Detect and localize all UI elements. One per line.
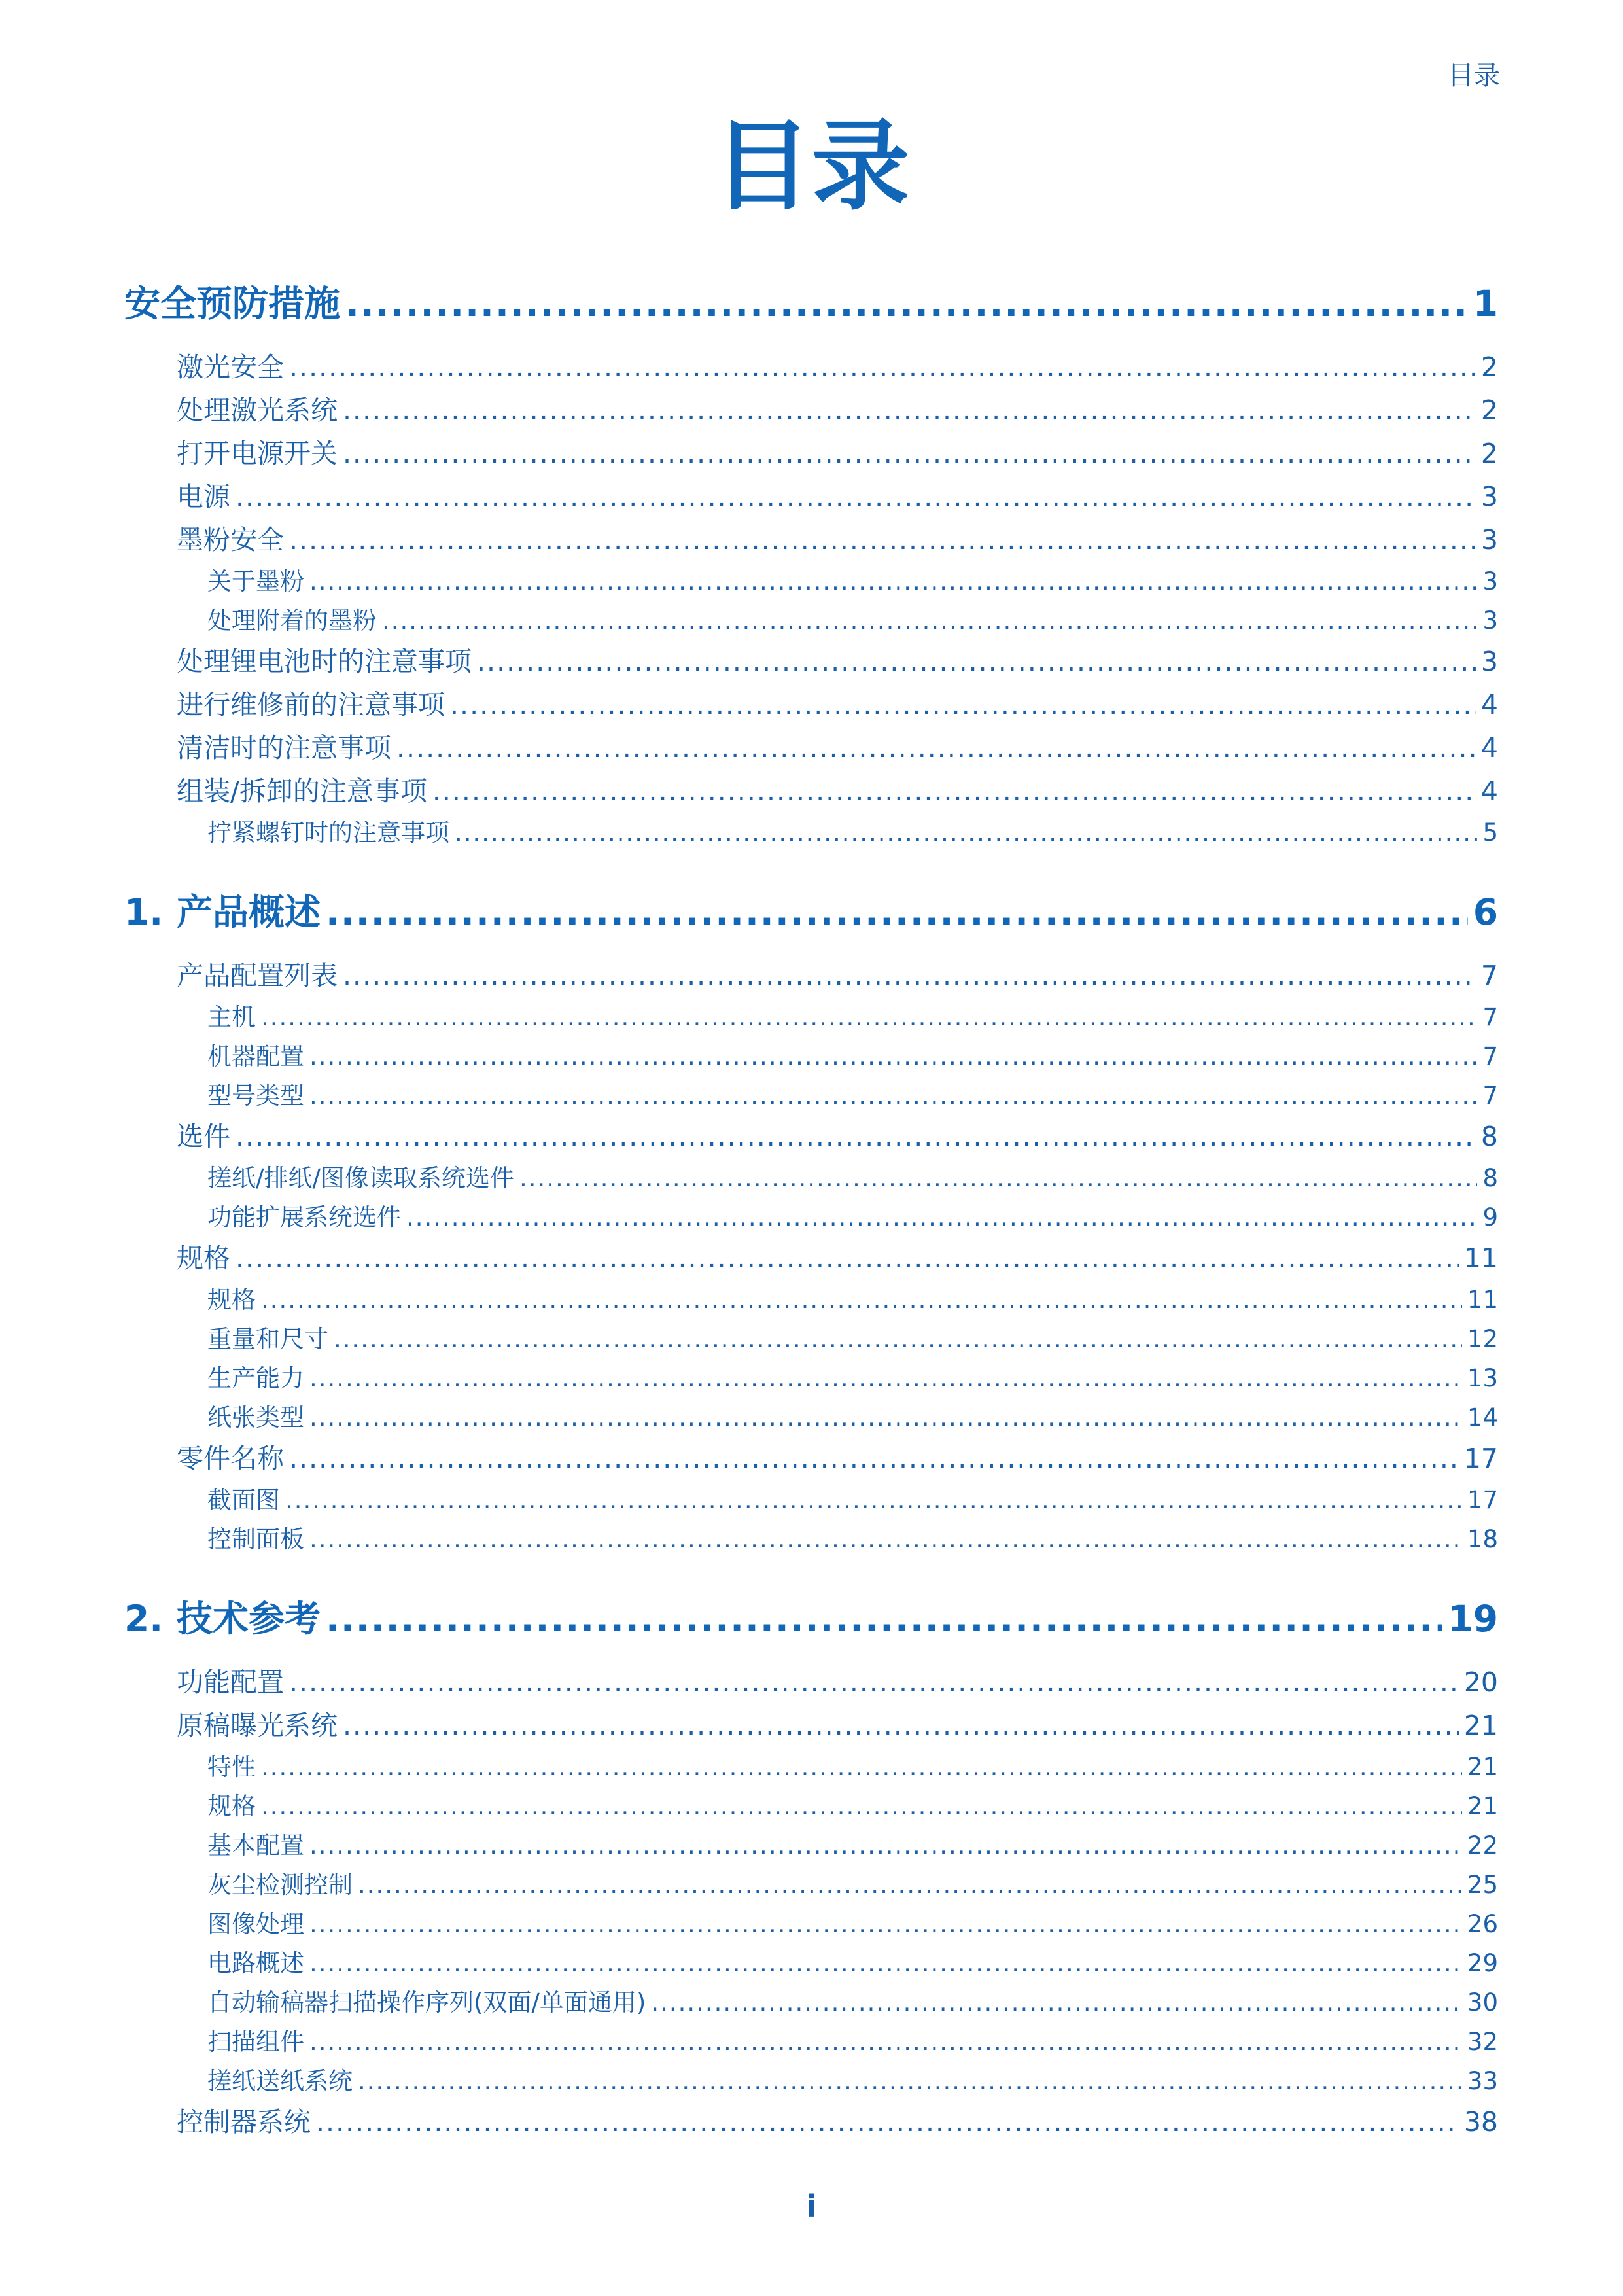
dot-leader	[309, 1831, 1462, 1860]
dot-leader	[519, 1164, 1478, 1192]
dot-leader	[326, 1598, 1442, 1640]
toc-entry-text: 产品概述	[177, 891, 321, 933]
toc-entry-text: 主机	[207, 1003, 256, 1031]
toc-entry-text: 特性	[207, 1753, 256, 1781]
toc-entry-text: 控制器系统	[177, 2106, 311, 2138]
toc-page-number: 3	[1480, 646, 1498, 677]
toc-entry-title	[177, 954, 338, 993]
toc-entry-level-3[interactable]	[124, 2061, 1498, 2100]
toc-entry-text: 组装/拆卸的注意事项	[177, 775, 427, 807]
toc-entry-title	[207, 2061, 353, 2096]
toc-page-number: 33	[1467, 2067, 1498, 2095]
dot-leader	[236, 481, 1476, 512]
toc-page-number: 5	[1482, 819, 1498, 847]
toc-entry-level-1[interactable]	[124, 275, 1498, 340]
toc-entry-text: 规格	[177, 1243, 230, 1274]
toc-entry-level-2[interactable]	[124, 1704, 1498, 1747]
toc-entry-title	[177, 726, 391, 765]
dot-leader	[343, 395, 1476, 426]
toc-entry-level-3[interactable]	[124, 1076, 1498, 1115]
toc-entry-level-2[interactable]	[124, 769, 1498, 813]
toc-entry-text: 电路概述	[207, 1949, 304, 1977]
toc-entry-text: 激光安全	[177, 351, 284, 383]
toc-page-number: 38	[1463, 2106, 1498, 2138]
toc-entry-title	[124, 883, 321, 935]
chapter-number: 2.	[124, 1598, 164, 1640]
toc-entry-level-2[interactable]	[124, 475, 1498, 518]
toc-entry-level-3[interactable]	[124, 561, 1498, 601]
toc-entry-level-3[interactable]	[124, 1480, 1498, 1519]
toc-page-number: 9	[1482, 1203, 1498, 1231]
dot-leader	[289, 1443, 1459, 1474]
toc-entry-title	[207, 813, 449, 848]
toc-entry-level-3[interactable]	[124, 1197, 1498, 1237]
toc-entry-level-3[interactable]	[124, 1865, 1498, 1904]
dot-leader	[450, 689, 1476, 720]
dot-leader	[345, 283, 1468, 325]
toc-entry-title	[177, 683, 445, 722]
toc-entry-text: 打开电源开关	[177, 438, 338, 469]
toc-entry-title	[207, 1398, 304, 1433]
toc-entry-title	[207, 1983, 646, 2018]
toc-entry-level-2[interactable]	[124, 954, 1498, 997]
toc-entry-text: 关于墨粉	[207, 567, 304, 595]
table-of-contents	[124, 275, 1498, 2144]
toc-entry-title	[207, 1280, 256, 1315]
toc-entry-title	[207, 1904, 304, 1939]
toc-page-number: 17	[1463, 1443, 1498, 1474]
dot-leader	[309, 1910, 1462, 1938]
toc-entry-title	[207, 1158, 514, 1193]
toc-entry-level-3[interactable]	[124, 1519, 1498, 1559]
toc-page-number: 8	[1480, 1121, 1498, 1152]
dot-leader	[326, 891, 1468, 933]
toc-entry-title	[177, 1704, 338, 1742]
toc-entry-level-3[interactable]	[124, 1358, 1498, 1398]
toc-entry-text: 灰尘检测控制	[207, 1871, 353, 1899]
dot-leader	[334, 1325, 1462, 1353]
toc-entry-title	[207, 1786, 256, 1822]
toc-entry-text: 搓纸送纸系统	[207, 2067, 353, 2095]
toc-entry-level-3[interactable]	[124, 1036, 1498, 1076]
toc-entry-level-3[interactable]	[124, 1280, 1498, 1319]
toc-entry-level-3[interactable]	[124, 997, 1498, 1036]
toc-entry-title	[177, 769, 427, 808]
dot-leader	[309, 2028, 1462, 2056]
dot-leader	[382, 607, 1477, 635]
toc-page-number: 4	[1480, 732, 1498, 764]
toc-entry-text: 基本配置	[207, 1831, 304, 1860]
toc-entry-title	[207, 1036, 304, 1072]
toc-page-number: 7	[1482, 1082, 1498, 1110]
toc-entry-text: 进行维修前的注意事项	[177, 689, 445, 720]
dot-leader	[236, 1121, 1476, 1152]
dot-leader	[261, 1286, 1462, 1314]
toc-entry-level-1[interactable]	[124, 1590, 1498, 1655]
dot-leader	[358, 1871, 1462, 1899]
toc-entry-level-2[interactable]	[124, 345, 1498, 389]
toc-page-number: 3	[1480, 481, 1498, 512]
dot-leader	[309, 1364, 1462, 1392]
toc-entry-text: 机器配置	[207, 1042, 304, 1070]
dot-leader	[651, 1988, 1462, 2017]
toc-entry-text: 控制面板	[207, 1525, 304, 1553]
toc-entry-level-2[interactable]	[124, 2100, 1498, 2144]
dot-leader	[396, 732, 1476, 764]
toc-entry-title	[207, 1358, 304, 1394]
toc-entry-level-3[interactable]	[124, 1826, 1498, 1865]
toc-entry-text: 处理锂电池时的注意事项	[177, 646, 472, 677]
toc-entry-title	[177, 345, 284, 384]
toc-entry-text: 扫描组件	[207, 2028, 304, 2056]
toc-page-number: 18	[1467, 1525, 1498, 1553]
toc-page-number: 4	[1480, 775, 1498, 807]
toc-page-number: 6	[1473, 891, 1498, 933]
toc-page-number: 8	[1482, 1164, 1498, 1192]
dot-leader	[261, 1003, 1477, 1031]
dot-leader	[477, 646, 1476, 677]
toc-entry-title	[207, 1519, 304, 1555]
toc-entry-text: 清洁时的注意事项	[177, 732, 391, 764]
toc-entry-level-3[interactable]	[124, 1943, 1498, 1983]
dot-leader	[285, 1486, 1462, 1514]
toc-entry-text: 截面图	[207, 1486, 280, 1514]
toc-entry-title	[207, 2022, 304, 2057]
toc-entry-level-2[interactable]	[124, 1115, 1498, 1158]
toc-entry-text: 型号类型	[207, 1082, 304, 1110]
dot-leader	[309, 1949, 1462, 1977]
toc-entry-level-2[interactable]	[124, 1437, 1498, 1480]
toc-entry-text: 零件名称	[177, 1443, 284, 1474]
toc-page-number: 17	[1467, 1486, 1498, 1514]
toc-page-number: 4	[1480, 689, 1498, 720]
toc-page-number: 3	[1482, 607, 1498, 635]
toc-page-number: 7	[1480, 960, 1498, 991]
toc-page-number: 1	[1473, 283, 1498, 325]
toc-entry-level-2[interactable]	[124, 683, 1498, 726]
toc-entry-title	[177, 2100, 311, 2139]
toc-page-number: 11	[1463, 1243, 1498, 1274]
toc-entry-text: 纸张类型	[207, 1404, 304, 1432]
toc-entry-text: 自动输稿器扫描操作序列(双面/单面通用)	[207, 1988, 646, 2017]
dot-leader	[309, 1404, 1462, 1432]
toc-entry-title	[207, 1319, 328, 1354]
dot-leader	[358, 2067, 1462, 2095]
toc-entry-title	[207, 1943, 304, 1979]
toc-page-number: 14	[1467, 1404, 1498, 1432]
toc-entry-title	[177, 1237, 230, 1275]
dot-leader	[261, 1753, 1462, 1781]
toc-entry-text: 规格	[207, 1792, 256, 1820]
toc-entry-text: 生产能力	[207, 1364, 304, 1392]
toc-entry-level-2[interactable]	[124, 432, 1498, 475]
toc-entry-title	[177, 640, 472, 679]
dot-leader	[309, 1082, 1477, 1110]
toc-page-number: 2	[1480, 438, 1498, 469]
dot-leader	[236, 1243, 1459, 1274]
dot-leader	[289, 351, 1476, 383]
dot-leader	[432, 775, 1476, 807]
toc-page-number: 26	[1467, 1910, 1498, 1938]
toc-page-number: 21	[1467, 1753, 1498, 1781]
toc-entry-title	[207, 1197, 401, 1233]
dot-leader	[316, 2106, 1459, 2138]
toc-page-number: 2	[1480, 395, 1498, 426]
dot-leader	[309, 1525, 1462, 1553]
toc-entry-text: 功能扩展系统选件	[207, 1203, 401, 1231]
toc-entry-text: 选件	[177, 1121, 230, 1152]
toc-page-number: 3	[1482, 567, 1498, 595]
toc-entry-text: 电源	[177, 481, 230, 512]
toc-entry-text: 规格	[207, 1286, 256, 1314]
toc-entry-text: 技术参考	[177, 1598, 321, 1640]
toc-entry-level-3[interactable]	[124, 1786, 1498, 1826]
toc-entry-level-3[interactable]	[124, 601, 1498, 640]
toc-entry-text: 墨粉安全	[177, 524, 284, 556]
toc-entry-text: 安全预防措施	[124, 283, 341, 325]
toc-entry-level-3[interactable]	[124, 2022, 1498, 2061]
toc-entry-level-3[interactable]	[124, 1319, 1498, 1358]
toc-entry-level-3[interactable]	[124, 1158, 1498, 1197]
dot-leader	[309, 567, 1477, 595]
toc-page-number: 19	[1448, 1598, 1498, 1640]
toc-entry-level-3[interactable]	[124, 1747, 1498, 1786]
toc-entry-title	[207, 1480, 280, 1515]
toc-entry-title	[177, 389, 338, 427]
toc-page-number: 11	[1467, 1286, 1498, 1314]
toc-page-number: 25	[1467, 1871, 1498, 1899]
toc-entry-title	[124, 1590, 321, 1642]
toc-entry-text: 原稿曝光系统	[177, 1710, 338, 1741]
toc-entry-title	[177, 518, 284, 557]
toc-entry-title	[207, 1826, 304, 1861]
toc-page-number: 20	[1463, 1667, 1498, 1698]
page-title: 目录	[713, 110, 910, 224]
dot-leader	[343, 960, 1476, 991]
page-number: i	[806, 2189, 817, 2224]
toc-entry-text: 产品配置列表	[177, 960, 338, 991]
dot-leader	[343, 438, 1476, 469]
toc-entry-level-2[interactable]	[124, 640, 1498, 683]
toc-page-number: 2	[1480, 351, 1498, 383]
toc-entry-title	[177, 475, 230, 514]
dot-leader	[455, 819, 1477, 847]
toc-entry-text: 功能配置	[177, 1667, 284, 1698]
toc-entry-text: 处理激光系统	[177, 395, 338, 426]
toc-page-number: 12	[1467, 1325, 1498, 1353]
toc-entry-text: 图像处理	[207, 1910, 304, 1938]
toc-entry-title	[177, 1661, 284, 1699]
toc-page-number: 13	[1467, 1364, 1498, 1392]
chapter-number: 1.	[124, 891, 164, 933]
toc-entry-title	[177, 432, 338, 470]
toc-page-number: 30	[1467, 1988, 1498, 2017]
toc-page-number: 32	[1467, 2028, 1498, 2056]
toc-entry-text: 拧紧螺钉时的注意事项	[207, 819, 449, 847]
toc-entry-level-2[interactable]	[124, 726, 1498, 769]
toc-entry-level-2[interactable]	[124, 518, 1498, 561]
toc-page-number: 29	[1467, 1949, 1498, 1977]
toc-entry-level-1[interactable]	[124, 883, 1498, 949]
toc-page-number: 7	[1482, 1042, 1498, 1070]
running-header: 目录	[1448, 61, 1500, 91]
dot-leader	[309, 1042, 1477, 1070]
toc-page-number: 7	[1482, 1003, 1498, 1031]
toc-entry-title	[207, 561, 304, 597]
dot-leader	[289, 1667, 1459, 1698]
toc-entry-level-3[interactable]	[124, 1983, 1498, 2022]
toc-entry-level-2[interactable]	[124, 1661, 1498, 1704]
toc-entry-text: 重量和尺寸	[207, 1325, 328, 1353]
toc-entry-text: 搓纸/排纸/图像读取系统选件	[207, 1164, 514, 1192]
toc-entry-title	[177, 1437, 284, 1475]
toc-entry-level-3[interactable]	[124, 1904, 1498, 1943]
toc-entry-level-3[interactable]	[124, 1398, 1498, 1437]
toc-entry-level-3[interactable]	[124, 813, 1498, 852]
toc-entry-title	[207, 1076, 304, 1111]
toc-entry-text: 处理附着的墨粉	[207, 607, 377, 635]
toc-page-number: 22	[1467, 1831, 1498, 1860]
toc-page-number: 21	[1463, 1710, 1498, 1741]
toc-page-number: 21	[1467, 1792, 1498, 1820]
dot-leader	[406, 1203, 1477, 1231]
toc-entry-level-2[interactable]	[124, 389, 1498, 432]
dot-leader	[289, 524, 1476, 556]
toc-entry-title	[207, 1747, 256, 1782]
toc-entry-title	[207, 601, 377, 636]
toc-entry-title	[177, 1115, 230, 1154]
toc-entry-title	[124, 275, 340, 327]
toc-entry-level-2[interactable]	[124, 1237, 1498, 1280]
toc-page-number: 3	[1480, 524, 1498, 556]
toc-entry-title	[207, 1865, 353, 1900]
dot-leader	[261, 1792, 1462, 1820]
toc-entry-title	[207, 997, 256, 1033]
dot-leader	[343, 1710, 1459, 1741]
